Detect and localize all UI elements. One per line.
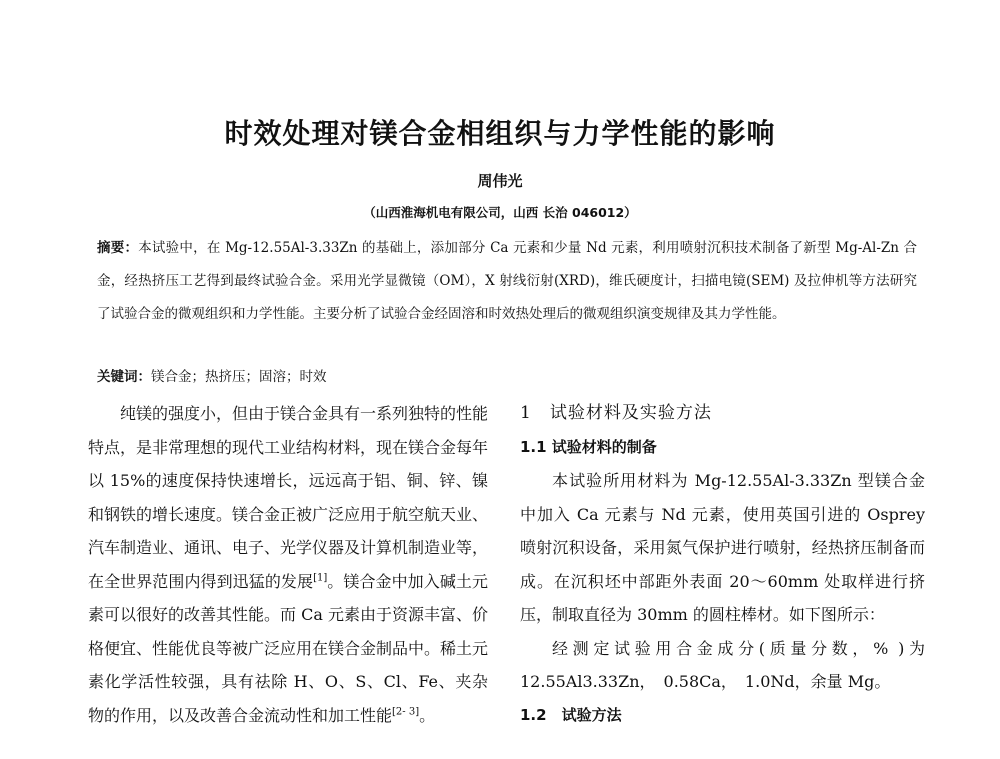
intro-paragraph <box>88 397 488 732</box>
keywords <box>97 365 327 385</box>
paper-title: 时效处理对镁合金相组织与力学性能的影响 <box>224 117 776 150</box>
abstract <box>97 232 917 331</box>
materials-paragraph: 本试验所用材料为 Mg-12.55Al-3.33Zn 型镁合金中加入 Ca 元素与 Nd 元素，使用英国引进的 Osprey 喷射沉积设备，采用氮气保护进行喷射，经热挤压制备而成。在沉积坯中部距外表面 20～60mm 处取样进行挤压，制取直径为 30mm 的圆柱棒材。如下图所示： <box>520 471 925 624</box>
keywords-text: 镁合金；热挤压；固溶；时效 <box>151 369 327 385</box>
abstract-label: 摘要： <box>97 240 139 256</box>
section-heading-1: 1 试验材料及实验方法 <box>520 403 712 423</box>
citation-2-3: [2- 3] <box>392 706 420 718</box>
intro-text-2: 。镁合金中加入碱土元素可以很好的改善其性能。而 Ca 元素由于资源丰富、价格便宜、性能优良等被广泛应用在镁合金制品中。稀土元素化学活性较强，具有祛除 H、O、S、Cl、Fe、夹杂物的作用，以及改善合金流动性和加工性能 <box>88 571 489 725</box>
right-column <box>520 397 925 732</box>
affiliation: （山西淮海机电有限公司，山西 长治 046012） <box>363 205 637 220</box>
subsection-heading-1-2: 1.2 试验方法 <box>520 705 622 724</box>
abstract-text: 本试验中，在 Mg-12.55Al-3.33Zn 的基础上，添加部分 Ca 元素和少量 Nd 元素，利用喷射沉积技术制备了新型 Mg-Al-Zn 合金，经热挤压工艺得到最终试验合金。采用光学显微镜（OM），X 射线衍射(XRD)，维氏硬度计，扫描电镜(SEM) 及拉伸机等方法研究了试验合金的微观组织和力学性能。主要分析了试验合金经固溶和时效热处理后的微观组织演变规律及其力学性能。 <box>97 240 918 322</box>
intro-text-end: 。 <box>419 705 436 725</box>
composition-paragraph: 经测定试验用合金成分(质量分数，% )为 12.55Al3.33Zn， 0.58Ca， 1.0Nd，余量 Mg。 <box>520 638 925 691</box>
keywords-label: 关键词： <box>97 369 151 385</box>
citation-1: [1] <box>313 572 328 584</box>
intro-text-1: 纯镁的强度小，但由于镁合金具有一系列独特的性能特点，是非常理想的现代工业结构材料，现在镁合金每年以 15%的速度保持快速增长，远远高于铝、铜、锌、镍和钢铁的增长速度。镁合金正被广泛应用于航空航天业、汽车制造业、通讯、电子、光学仪器及计算机制造业等，在全世界范围内得到迅猛的发展 <box>88 404 489 591</box>
subsection-heading-1-1: 1.1 试验材料的制备 <box>520 437 657 456</box>
author-name: 周伟光 <box>477 172 523 190</box>
left-column <box>88 397 488 732</box>
